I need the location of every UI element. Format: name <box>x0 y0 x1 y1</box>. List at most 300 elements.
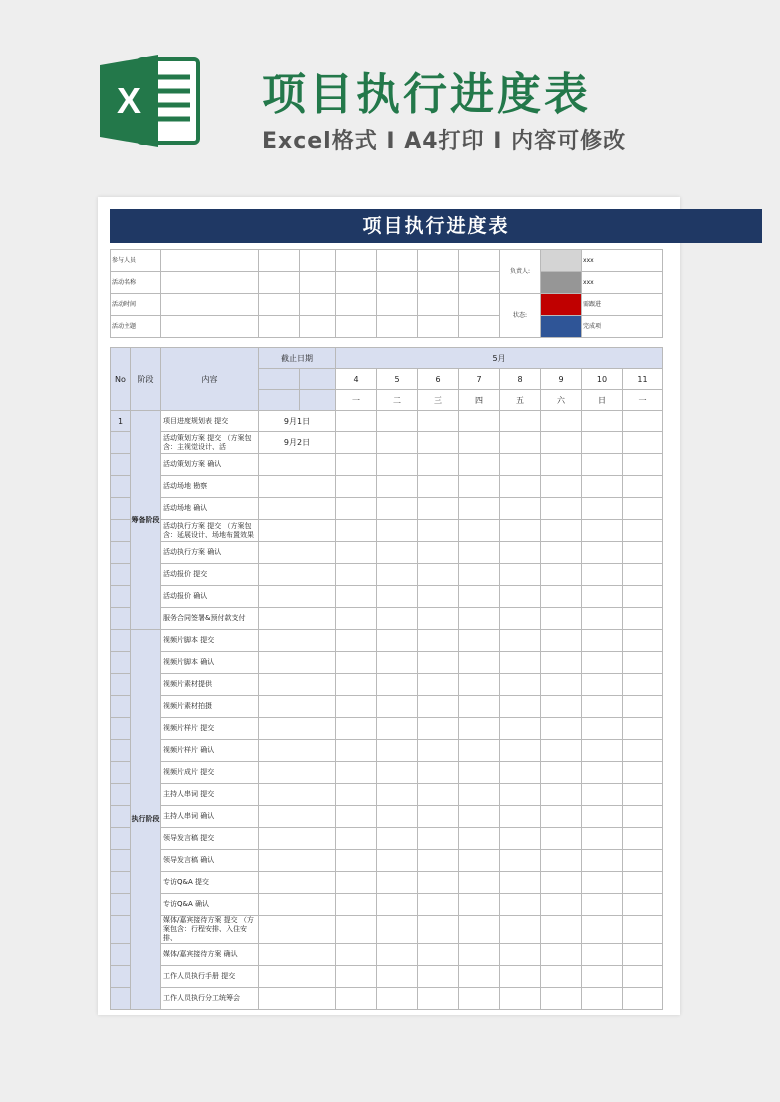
task-cell[interactable]: 视频片脚本 提交 <box>161 630 259 652</box>
schedule-cell[interactable] <box>500 542 541 564</box>
info-cell[interactable] <box>300 294 336 316</box>
schedule-cell[interactable] <box>377 850 418 872</box>
info-cell[interactable] <box>259 250 300 272</box>
deadline-cell[interactable] <box>259 454 336 476</box>
schedule-cell[interactable] <box>459 762 500 784</box>
task-cell[interactable]: 媒体/嘉宾接待方案 提交 （方案包含：行程安排、入住安排、 <box>161 916 259 944</box>
schedule-cell[interactable] <box>377 564 418 586</box>
schedule-cell[interactable] <box>541 828 582 850</box>
schedule-cell[interactable] <box>377 674 418 696</box>
schedule-cell[interactable] <box>623 828 663 850</box>
schedule-cell[interactable] <box>582 498 623 520</box>
schedule-cell[interactable] <box>623 740 663 762</box>
task-cell[interactable]: 活动报价 确认 <box>161 586 259 608</box>
schedule-cell[interactable] <box>623 454 663 476</box>
schedule-cell[interactable] <box>500 520 541 542</box>
schedule-cell[interactable] <box>336 674 377 696</box>
schedule-cell[interactable] <box>377 630 418 652</box>
schedule-cell[interactable] <box>500 916 541 944</box>
schedule-cell[interactable] <box>541 454 582 476</box>
info-cell[interactable] <box>418 272 459 294</box>
deadline-cell[interactable] <box>259 894 336 916</box>
schedule-cell[interactable] <box>418 454 459 476</box>
schedule-cell[interactable] <box>418 828 459 850</box>
schedule-cell[interactable] <box>582 454 623 476</box>
schedule-cell[interactable] <box>377 718 418 740</box>
info-cell[interactable] <box>300 272 336 294</box>
task-cell[interactable]: 主持人串词 提交 <box>161 784 259 806</box>
schedule-cell[interactable] <box>377 696 418 718</box>
schedule-cell[interactable] <box>336 608 377 630</box>
schedule-cell[interactable] <box>377 784 418 806</box>
schedule-cell[interactable] <box>541 696 582 718</box>
schedule-cell[interactable] <box>418 850 459 872</box>
schedule-cell[interactable] <box>500 894 541 916</box>
schedule-cell[interactable] <box>336 564 377 586</box>
task-cell[interactable]: 活动执行方案 确认 <box>161 542 259 564</box>
deadline-cell[interactable] <box>259 674 336 696</box>
task-cell[interactable]: 专访Q&A 提交 <box>161 872 259 894</box>
schedule-cell[interactable] <box>582 806 623 828</box>
schedule-cell[interactable] <box>459 850 500 872</box>
info-cell[interactable] <box>300 316 336 338</box>
schedule-cell[interactable] <box>623 432 663 454</box>
task-cell[interactable]: 视频片素材提供 <box>161 674 259 696</box>
schedule-cell[interactable] <box>418 988 459 1010</box>
schedule-cell[interactable] <box>623 652 663 674</box>
schedule-cell[interactable] <box>418 718 459 740</box>
schedule-cell[interactable] <box>377 916 418 944</box>
schedule-cell[interactable] <box>459 630 500 652</box>
schedule-cell[interactable] <box>541 542 582 564</box>
schedule-cell[interactable] <box>582 762 623 784</box>
schedule-cell[interactable] <box>459 966 500 988</box>
schedule-cell[interactable] <box>418 542 459 564</box>
task-cell[interactable]: 视频片素材拍摄 <box>161 696 259 718</box>
schedule-cell[interactable] <box>500 988 541 1010</box>
task-cell[interactable]: 项目进度规划表 提交 <box>161 411 259 432</box>
schedule-cell[interactable] <box>500 411 541 432</box>
schedule-cell[interactable] <box>582 586 623 608</box>
schedule-cell[interactable] <box>459 718 500 740</box>
schedule-cell[interactable] <box>459 916 500 944</box>
schedule-cell[interactable] <box>500 608 541 630</box>
schedule-cell[interactable] <box>541 520 582 542</box>
schedule-cell[interactable] <box>459 740 500 762</box>
schedule-cell[interactable] <box>336 630 377 652</box>
schedule-cell[interactable] <box>623 586 663 608</box>
schedule-cell[interactable] <box>377 454 418 476</box>
schedule-cell[interactable] <box>418 520 459 542</box>
task-cell[interactable]: 视频片样片 提交 <box>161 718 259 740</box>
deadline-cell[interactable]: 9月1日 <box>259 411 336 432</box>
deadline-cell[interactable] <box>259 916 336 944</box>
task-cell[interactable]: 视频片样片 确认 <box>161 740 259 762</box>
schedule-cell[interactable] <box>541 784 582 806</box>
schedule-cell[interactable] <box>623 674 663 696</box>
deadline-cell[interactable] <box>259 586 336 608</box>
schedule-cell[interactable] <box>459 944 500 966</box>
schedule-cell[interactable] <box>459 872 500 894</box>
schedule-cell[interactable] <box>500 564 541 586</box>
schedule-cell[interactable] <box>541 894 582 916</box>
schedule-cell[interactable] <box>500 674 541 696</box>
schedule-cell[interactable] <box>582 411 623 432</box>
info-cell[interactable] <box>377 294 418 316</box>
task-cell[interactable]: 服务合同签署&预付款支付 <box>161 608 259 630</box>
schedule-cell[interactable] <box>336 586 377 608</box>
deadline-cell[interactable] <box>259 806 336 828</box>
info-cell[interactable] <box>377 250 418 272</box>
schedule-cell[interactable] <box>500 696 541 718</box>
schedule-cell[interactable] <box>377 740 418 762</box>
schedule-cell[interactable] <box>377 806 418 828</box>
schedule-cell[interactable] <box>377 608 418 630</box>
schedule-cell[interactable] <box>336 784 377 806</box>
deadline-cell[interactable] <box>259 872 336 894</box>
schedule-cell[interactable] <box>336 872 377 894</box>
schedule-cell[interactable] <box>623 498 663 520</box>
schedule-cell[interactable] <box>336 988 377 1010</box>
schedule-cell[interactable] <box>336 828 377 850</box>
schedule-cell[interactable] <box>541 630 582 652</box>
deadline-cell[interactable] <box>259 564 336 586</box>
schedule-cell[interactable] <box>459 476 500 498</box>
schedule-cell[interactable] <box>377 542 418 564</box>
info-cell[interactable] <box>377 316 418 338</box>
schedule-cell[interactable] <box>582 850 623 872</box>
deadline-cell[interactable] <box>259 828 336 850</box>
schedule-cell[interactable] <box>459 586 500 608</box>
schedule-cell[interactable] <box>582 828 623 850</box>
schedule-cell[interactable] <box>541 674 582 696</box>
schedule-cell[interactable] <box>336 718 377 740</box>
schedule-cell[interactable] <box>582 988 623 1010</box>
schedule-cell[interactable] <box>377 498 418 520</box>
schedule-cell[interactable] <box>459 784 500 806</box>
schedule-cell[interactable] <box>623 916 663 944</box>
task-cell[interactable]: 活动执行方案 提交 （方案包含：延展设计、场地布置效果 <box>161 520 259 542</box>
schedule-cell[interactable] <box>459 520 500 542</box>
schedule-cell[interactable] <box>459 806 500 828</box>
schedule-cell[interactable] <box>459 564 500 586</box>
schedule-cell[interactable] <box>377 476 418 498</box>
schedule-cell[interactable] <box>541 652 582 674</box>
info-cell[interactable] <box>459 294 500 316</box>
schedule-cell[interactable] <box>377 894 418 916</box>
schedule-cell[interactable] <box>582 652 623 674</box>
task-cell[interactable]: 活动场地 确认 <box>161 498 259 520</box>
schedule-cell[interactable] <box>541 586 582 608</box>
schedule-cell[interactable] <box>582 476 623 498</box>
task-cell[interactable]: 活动策划方案 确认 <box>161 454 259 476</box>
schedule-cell[interactable] <box>336 916 377 944</box>
schedule-cell[interactable] <box>582 944 623 966</box>
schedule-cell[interactable] <box>459 542 500 564</box>
schedule-cell[interactable] <box>500 740 541 762</box>
schedule-cell[interactable] <box>500 966 541 988</box>
schedule-cell[interactable] <box>377 586 418 608</box>
schedule-cell[interactable] <box>336 894 377 916</box>
schedule-cell[interactable] <box>541 966 582 988</box>
task-cell[interactable]: 工作人员执行手册 提交 <box>161 966 259 988</box>
schedule-cell[interactable] <box>418 586 459 608</box>
schedule-cell[interactable] <box>500 454 541 476</box>
task-cell[interactable]: 领导发言稿 提交 <box>161 828 259 850</box>
deadline-cell[interactable] <box>259 762 336 784</box>
schedule-cell[interactable] <box>459 696 500 718</box>
schedule-cell[interactable] <box>541 988 582 1010</box>
schedule-cell[interactable] <box>459 608 500 630</box>
schedule-cell[interactable] <box>377 966 418 988</box>
task-cell[interactable]: 活动报价 提交 <box>161 564 259 586</box>
schedule-cell[interactable] <box>541 564 582 586</box>
schedule-cell[interactable] <box>418 608 459 630</box>
info-cell[interactable] <box>161 294 259 316</box>
schedule-cell[interactable] <box>623 608 663 630</box>
schedule-cell[interactable] <box>582 784 623 806</box>
schedule-cell[interactable] <box>336 966 377 988</box>
deadline-cell[interactable] <box>259 630 336 652</box>
schedule-cell[interactable] <box>336 762 377 784</box>
schedule-cell[interactable] <box>541 476 582 498</box>
deadline-cell[interactable] <box>259 850 336 872</box>
schedule-cell[interactable] <box>500 652 541 674</box>
schedule-cell[interactable] <box>500 498 541 520</box>
schedule-cell[interactable] <box>500 806 541 828</box>
schedule-cell[interactable] <box>336 454 377 476</box>
schedule-cell[interactable] <box>418 564 459 586</box>
info-cell[interactable] <box>259 316 300 338</box>
schedule-cell[interactable] <box>336 652 377 674</box>
owner-value[interactable]: xxx <box>582 250 663 272</box>
schedule-cell[interactable] <box>418 894 459 916</box>
schedule-cell[interactable] <box>418 966 459 988</box>
task-cell[interactable]: 领导发言稿 确认 <box>161 850 259 872</box>
info-cell[interactable] <box>418 316 459 338</box>
schedule-cell[interactable] <box>541 850 582 872</box>
schedule-cell[interactable] <box>459 498 500 520</box>
info-cell[interactable] <box>336 294 377 316</box>
info-cell[interactable] <box>161 272 259 294</box>
schedule-cell[interactable] <box>459 432 500 454</box>
info-cell[interactable] <box>459 250 500 272</box>
task-cell[interactable]: 活动策划方案 提交 （方案包含：主视觉设计、活 <box>161 432 259 454</box>
schedule-cell[interactable] <box>582 542 623 564</box>
schedule-cell[interactable] <box>500 586 541 608</box>
info-cell[interactable] <box>259 294 300 316</box>
info-cell[interactable] <box>336 250 377 272</box>
schedule-cell[interactable] <box>623 850 663 872</box>
deadline-cell[interactable] <box>259 988 336 1010</box>
schedule-cell[interactable] <box>418 674 459 696</box>
schedule-cell[interactable] <box>336 542 377 564</box>
deadline-cell[interactable] <box>259 476 336 498</box>
schedule-cell[interactable] <box>418 916 459 944</box>
schedule-cell[interactable] <box>500 762 541 784</box>
schedule-cell[interactable] <box>541 498 582 520</box>
schedule-cell[interactable] <box>582 696 623 718</box>
deadline-cell[interactable] <box>259 542 336 564</box>
schedule-cell[interactable] <box>541 718 582 740</box>
schedule-cell[interactable] <box>459 652 500 674</box>
schedule-cell[interactable] <box>500 432 541 454</box>
schedule-cell[interactable] <box>500 718 541 740</box>
schedule-cell[interactable] <box>541 432 582 454</box>
schedule-cell[interactable] <box>500 872 541 894</box>
schedule-cell[interactable] <box>582 718 623 740</box>
schedule-cell[interactable] <box>541 762 582 784</box>
schedule-cell[interactable] <box>623 718 663 740</box>
schedule-cell[interactable] <box>377 944 418 966</box>
schedule-cell[interactable] <box>582 916 623 944</box>
schedule-cell[interactable] <box>418 498 459 520</box>
schedule-cell[interactable] <box>582 872 623 894</box>
deadline-cell[interactable] <box>259 740 336 762</box>
schedule-cell[interactable] <box>418 740 459 762</box>
schedule-cell[interactable] <box>582 894 623 916</box>
info-cell[interactable] <box>418 294 459 316</box>
schedule-cell[interactable] <box>418 476 459 498</box>
schedule-cell[interactable] <box>377 762 418 784</box>
schedule-cell[interactable] <box>377 872 418 894</box>
schedule-cell[interactable] <box>623 542 663 564</box>
schedule-cell[interactable] <box>459 828 500 850</box>
schedule-cell[interactable] <box>500 476 541 498</box>
schedule-cell[interactable] <box>336 850 377 872</box>
schedule-cell[interactable] <box>459 674 500 696</box>
schedule-cell[interactable] <box>582 608 623 630</box>
schedule-cell[interactable] <box>377 520 418 542</box>
schedule-cell[interactable] <box>623 520 663 542</box>
schedule-cell[interactable] <box>541 806 582 828</box>
deadline-cell[interactable] <box>259 520 336 542</box>
schedule-cell[interactable] <box>336 806 377 828</box>
schedule-cell[interactable] <box>623 564 663 586</box>
deadline-cell[interactable] <box>259 966 336 988</box>
schedule-cell[interactable] <box>377 411 418 432</box>
schedule-cell[interactable] <box>623 872 663 894</box>
schedule-cell[interactable] <box>582 674 623 696</box>
task-cell[interactable]: 媒体/嘉宾接待方案 确认 <box>161 944 259 966</box>
schedule-cell[interactable] <box>541 740 582 762</box>
schedule-cell[interactable] <box>336 476 377 498</box>
schedule-cell[interactable] <box>418 630 459 652</box>
schedule-cell[interactable] <box>418 652 459 674</box>
schedule-cell[interactable] <box>541 872 582 894</box>
schedule-cell[interactable] <box>623 894 663 916</box>
deadline-cell[interactable] <box>259 498 336 520</box>
schedule-cell[interactable] <box>336 411 377 432</box>
schedule-cell[interactable] <box>623 630 663 652</box>
schedule-cell[interactable] <box>336 520 377 542</box>
schedule-cell[interactable] <box>582 432 623 454</box>
schedule-cell[interactable] <box>459 988 500 1010</box>
task-cell[interactable]: 活动场地 勘察 <box>161 476 259 498</box>
schedule-cell[interactable] <box>500 630 541 652</box>
schedule-cell[interactable] <box>541 944 582 966</box>
schedule-cell[interactable] <box>500 828 541 850</box>
schedule-cell[interactable] <box>377 828 418 850</box>
schedule-cell[interactable] <box>418 696 459 718</box>
deadline-cell[interactable] <box>259 944 336 966</box>
schedule-cell[interactable] <box>418 411 459 432</box>
schedule-cell[interactable] <box>336 498 377 520</box>
schedule-cell[interactable] <box>623 988 663 1010</box>
task-cell[interactable]: 工作人员执行分工统筹会 <box>161 988 259 1010</box>
schedule-cell[interactable] <box>623 806 663 828</box>
info-cell[interactable] <box>161 250 259 272</box>
info-cell[interactable] <box>259 272 300 294</box>
schedule-cell[interactable] <box>377 432 418 454</box>
deadline-cell[interactable] <box>259 696 336 718</box>
deadline-cell[interactable] <box>259 652 336 674</box>
schedule-cell[interactable] <box>377 988 418 1010</box>
schedule-cell[interactable] <box>541 608 582 630</box>
schedule-cell[interactable] <box>377 652 418 674</box>
owner-value[interactable]: xxx <box>582 272 663 294</box>
schedule-cell[interactable] <box>336 696 377 718</box>
schedule-cell[interactable] <box>582 630 623 652</box>
schedule-cell[interactable] <box>418 872 459 894</box>
schedule-cell[interactable] <box>418 806 459 828</box>
task-cell[interactable]: 视频片成片 提交 <box>161 762 259 784</box>
schedule-cell[interactable] <box>623 411 663 432</box>
deadline-cell[interactable] <box>259 784 336 806</box>
info-cell[interactable] <box>300 250 336 272</box>
schedule-cell[interactable] <box>418 944 459 966</box>
schedule-cell[interactable] <box>623 784 663 806</box>
task-cell[interactable]: 主持人串词 确认 <box>161 806 259 828</box>
schedule-cell[interactable] <box>582 740 623 762</box>
deadline-cell[interactable]: 9月2日 <box>259 432 336 454</box>
schedule-cell[interactable] <box>500 944 541 966</box>
info-cell[interactable] <box>459 272 500 294</box>
schedule-cell[interactable] <box>418 762 459 784</box>
schedule-cell[interactable] <box>623 966 663 988</box>
schedule-cell[interactable] <box>459 411 500 432</box>
schedule-cell[interactable] <box>336 432 377 454</box>
schedule-cell[interactable] <box>623 696 663 718</box>
schedule-cell[interactable] <box>541 916 582 944</box>
info-cell[interactable] <box>418 250 459 272</box>
info-cell[interactable] <box>377 272 418 294</box>
info-cell[interactable] <box>336 272 377 294</box>
deadline-cell[interactable] <box>259 608 336 630</box>
schedule-cell[interactable] <box>582 520 623 542</box>
schedule-cell[interactable] <box>500 850 541 872</box>
schedule-cell[interactable] <box>336 740 377 762</box>
task-cell[interactable]: 视频片脚本 确认 <box>161 652 259 674</box>
schedule-cell[interactable] <box>541 411 582 432</box>
info-cell[interactable] <box>161 316 259 338</box>
schedule-cell[interactable] <box>582 966 623 988</box>
schedule-cell[interactable] <box>459 894 500 916</box>
schedule-cell[interactable] <box>623 476 663 498</box>
info-cell[interactable] <box>459 316 500 338</box>
task-cell[interactable]: 专访Q&A 确认 <box>161 894 259 916</box>
schedule-cell[interactable] <box>500 784 541 806</box>
schedule-cell[interactable] <box>418 432 459 454</box>
deadline-cell[interactable] <box>259 718 336 740</box>
schedule-cell[interactable] <box>336 944 377 966</box>
schedule-cell[interactable] <box>582 564 623 586</box>
schedule-cell[interactable] <box>623 944 663 966</box>
schedule-cell[interactable] <box>418 784 459 806</box>
schedule-cell[interactable] <box>623 762 663 784</box>
info-cell[interactable] <box>336 316 377 338</box>
schedule-cell[interactable] <box>459 454 500 476</box>
